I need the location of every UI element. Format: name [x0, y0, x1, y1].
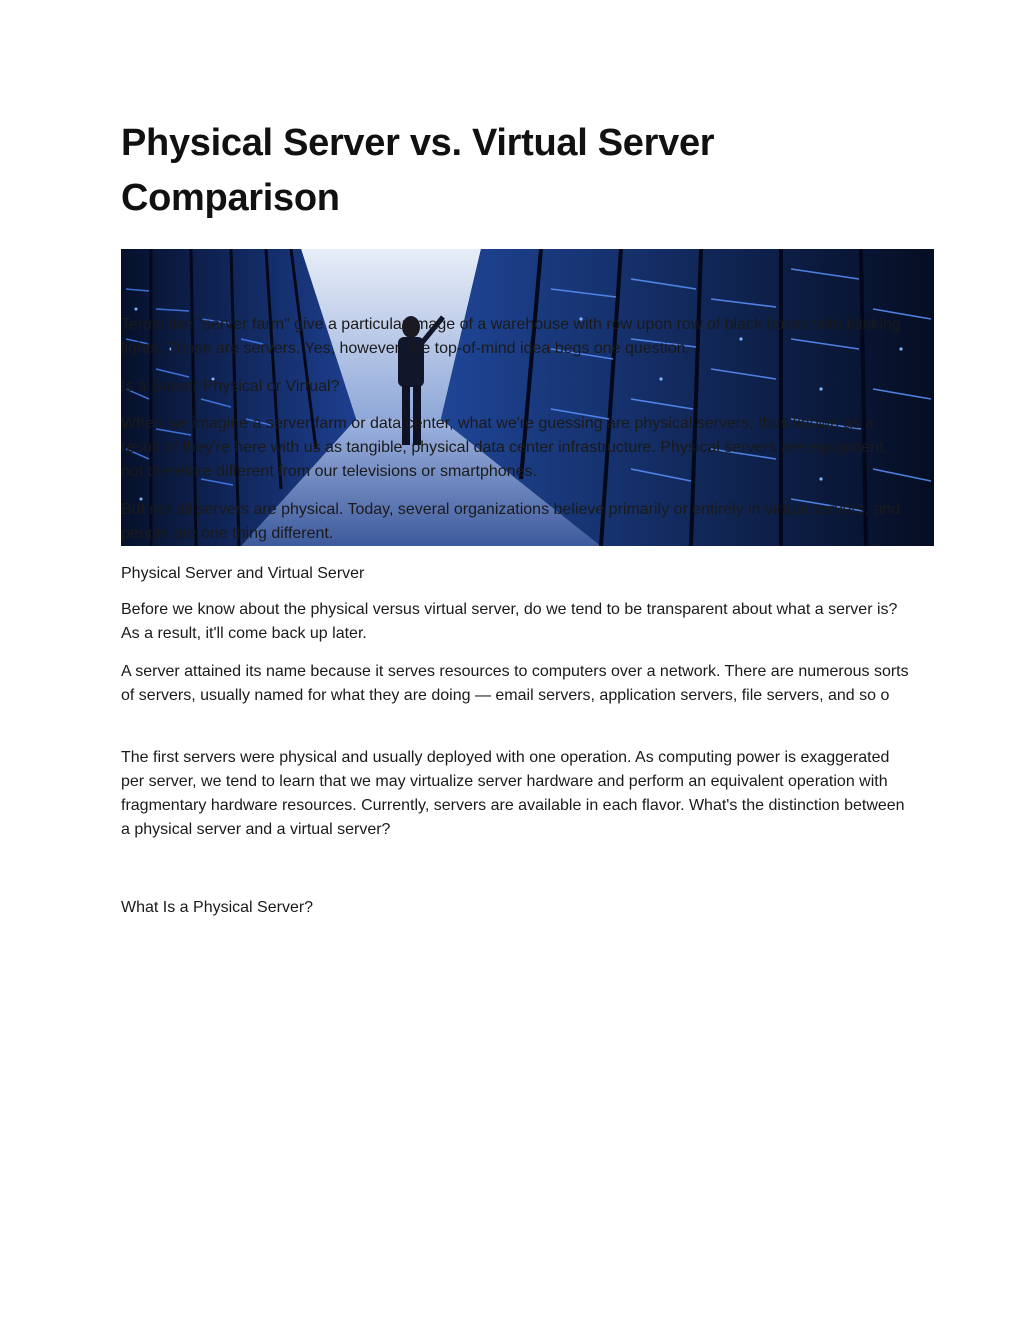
intro-paragraph: Terms like "server farm" give a particular image of a warehouse with row upon row of black boxes with blinking lights. Those are servers. Yes, however, the top-of-mind idea begs one question.	[121, 316, 901, 357]
what-is-server-paragraph: Before we know about the physical versus virtual server, do we tend to be transparent about what a server is? As a result, it'll come back up later.	[121, 601, 898, 642]
server-farm-paragraph: When we imagine a server farm or data center, what we're guessing are physical servers, thus known as a result of they're here with us as tangible, physical data center infrastructure. Physical servers are equipment, not therefore different from our televisions or smartphones.	[121, 415, 888, 480]
section-heading-physical-or-virtual: Is a Server Physical or Virtual?	[121, 378, 340, 395]
section-heading-what-is-physical: What Is a Physical Server?	[121, 899, 314, 916]
first-servers-paragraph: The first servers were physical and usually deployed with one operation. As computing power is exaggerated per server, we tend to learn that we may virtualize server hardware and perform an equivalent operation with fragmentary hardware resources. Currently, servers are available in each flavor. What's the distinction between a physical server and a virtual server?	[121, 749, 905, 838]
server-name-paragraph: A server attained its name because it serves resources to computers over a network. There are numerous sorts of servers, usually named for what they are doing — email servers, application servers, file servers, and so o	[121, 663, 909, 704]
document-page	[121, 0, 934, 1325]
page-title: Physical Server vs. Virtual Server Comparison	[121, 122, 715, 219]
section-heading-physical-and-virtual: Physical Server and Virtual Server	[121, 565, 365, 582]
not-all-physical-paragraph: But not all servers are physical. Today, several organizations believe primarily or entirely in virtual servers, and people are one thing different.	[121, 501, 901, 542]
